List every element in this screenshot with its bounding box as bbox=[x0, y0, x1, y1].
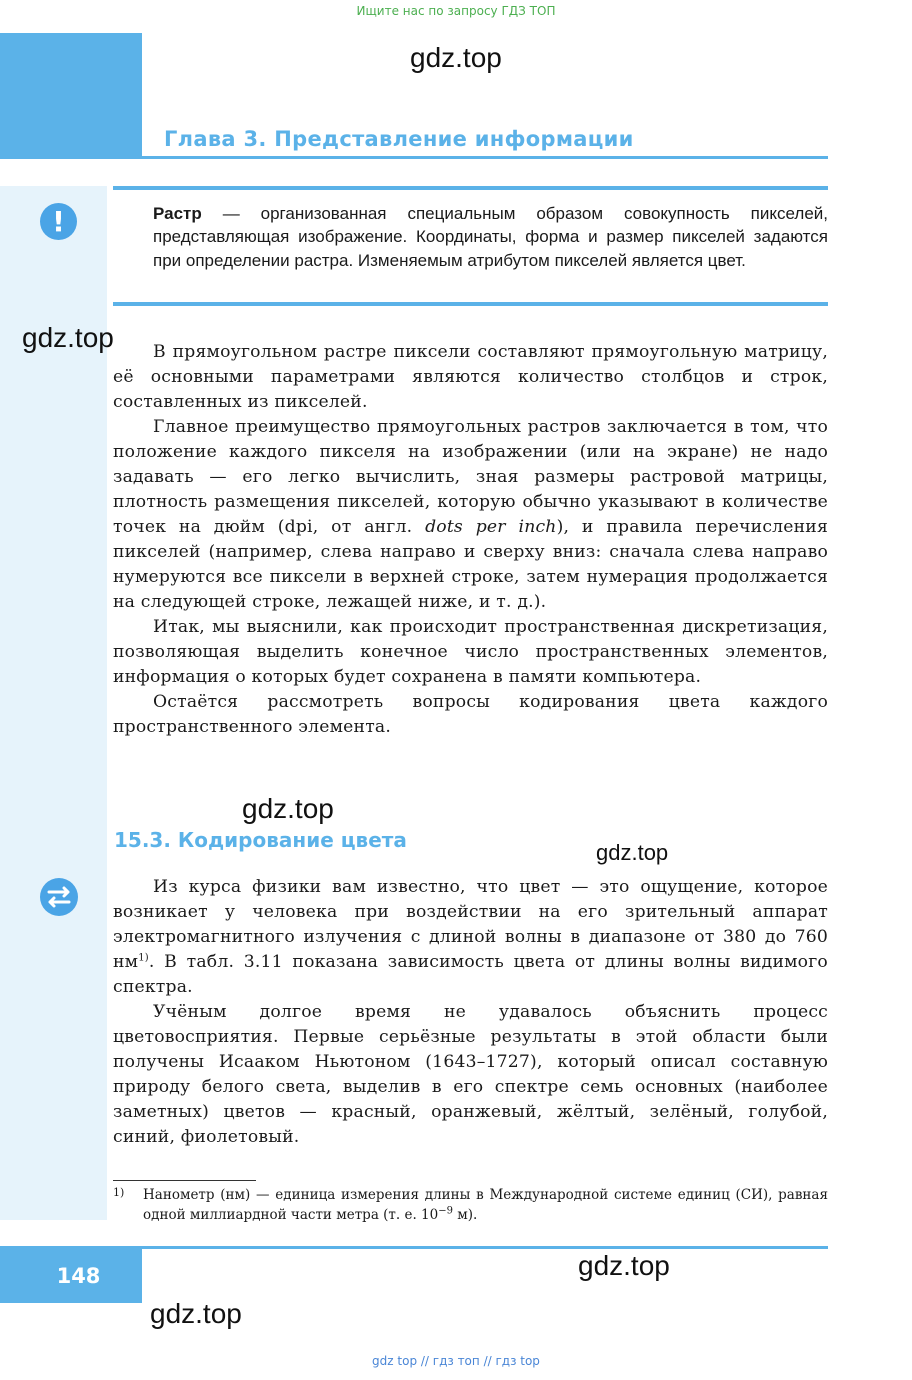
paragraph: Учёным долгое время не удавалось объяснить процесс цветовосприятия. Первые серьёзные результаты в этой области были получены Исааком Ньютоном (1643–1727), который описал составную природу белого света, выделив в его спектре семь основных (наиболее заметных) цветов — красный, оранжевый, жёлтый, зелёный, голубой, синий, фиолетовый. bbox=[113, 1002, 828, 1147]
top-banner[interactable]: Ищите нас по запросу ГДЗ ТОП bbox=[356, 4, 556, 18]
exclamation-icon: ! bbox=[40, 203, 77, 240]
definition-text: — организованная специальным образом совокупность пикселей, представляющая изображение. Координаты, форма и размер пикселей задаются при определении растра. Изменяемым атрибутом пикселей является цвет. bbox=[153, 204, 828, 270]
exponent: −9 bbox=[438, 1205, 453, 1217]
footnote-number: 1) bbox=[113, 1186, 125, 1199]
main-text bbox=[113, 340, 828, 740]
footnote-rule bbox=[113, 1180, 256, 1181]
footer-links[interactable]: gdz top // гдз топ // гдз top bbox=[372, 1354, 540, 1368]
watermark: gdz.top bbox=[578, 1250, 670, 1281]
italic-term: dots per inch bbox=[425, 517, 557, 537]
definition-term: Растр bbox=[153, 204, 202, 223]
definition-box bbox=[153, 202, 828, 272]
paragraph: В прямоугольном растре пиксели составляют прямоугольную матрицу, её основными параметрами являются количество столбцов и строк, составленных из пикселей. bbox=[113, 342, 828, 412]
paragraph: Из курса физики вам известно, что цвет — это ощущение, которое возникает у человека при воздействии на его зрительный аппарат электромагнитного излучения с длиной волны в диапазоне от 380 до 760 $нм^{1)}$. В табл. 3.11 показана зависимость цвета от длины волны видимого спектра. bbox=[113, 877, 828, 997]
chapter-title: Глава 3. Представление информации bbox=[164, 127, 634, 151]
definition-top-rule bbox=[113, 186, 828, 190]
watermark: gdz.top bbox=[596, 840, 669, 865]
paragraph: Главное преимущество прямоугольных растров заключается в том, что положение каждого пикселя на изображении (или на экране) не надо задавать — его легко вычислить, зная размеры растровой матрицы, плотность размещения пикселей, которую обычно указывают в количестве точек на дюйм (dpi, от англ. dots per inch), и правила перечисления пикселей (например, слева направо и сверху вниз: сначала слева направо нумеруются все пиксели в верхней строке, затем нумерация продолжается на следующей строке, лежащей ниже, и т. д.). bbox=[113, 417, 829, 612]
paragraph: Итак, мы выяснили, как происходит пространственная дискретизация, позволяющая выделить конечное число пространственных элементов, информация о которых будет сохранена в памяти компьютера. bbox=[113, 617, 828, 687]
watermark: gdz.top bbox=[150, 1298, 242, 1329]
swap-arrows-icon bbox=[40, 878, 78, 916]
section-title: 15.3. Кодирование цвета bbox=[114, 828, 407, 852]
footnote: 1) Нанометр (нм) — единица измерения длины в Международной системе единиц (СИ), равная одной миллиардной части метра (т. е. $10^{-9}$ м). bbox=[113, 1185, 828, 1225]
footnote-ref: 1) bbox=[138, 952, 149, 964]
watermark: gdz.top bbox=[410, 42, 502, 73]
definition-bottom-rule bbox=[113, 302, 828, 306]
page-number: 148 bbox=[56, 1264, 101, 1288]
header-rule bbox=[0, 156, 828, 159]
watermark: gdz.top bbox=[22, 322, 114, 353]
watermark: gdz.top bbox=[242, 793, 334, 824]
header-color-block bbox=[0, 33, 142, 159]
section-text bbox=[113, 875, 828, 1150]
paragraph: Остаётся рассмотреть вопросы кодирования цвета каждого пространственного элемента. bbox=[113, 692, 828, 737]
